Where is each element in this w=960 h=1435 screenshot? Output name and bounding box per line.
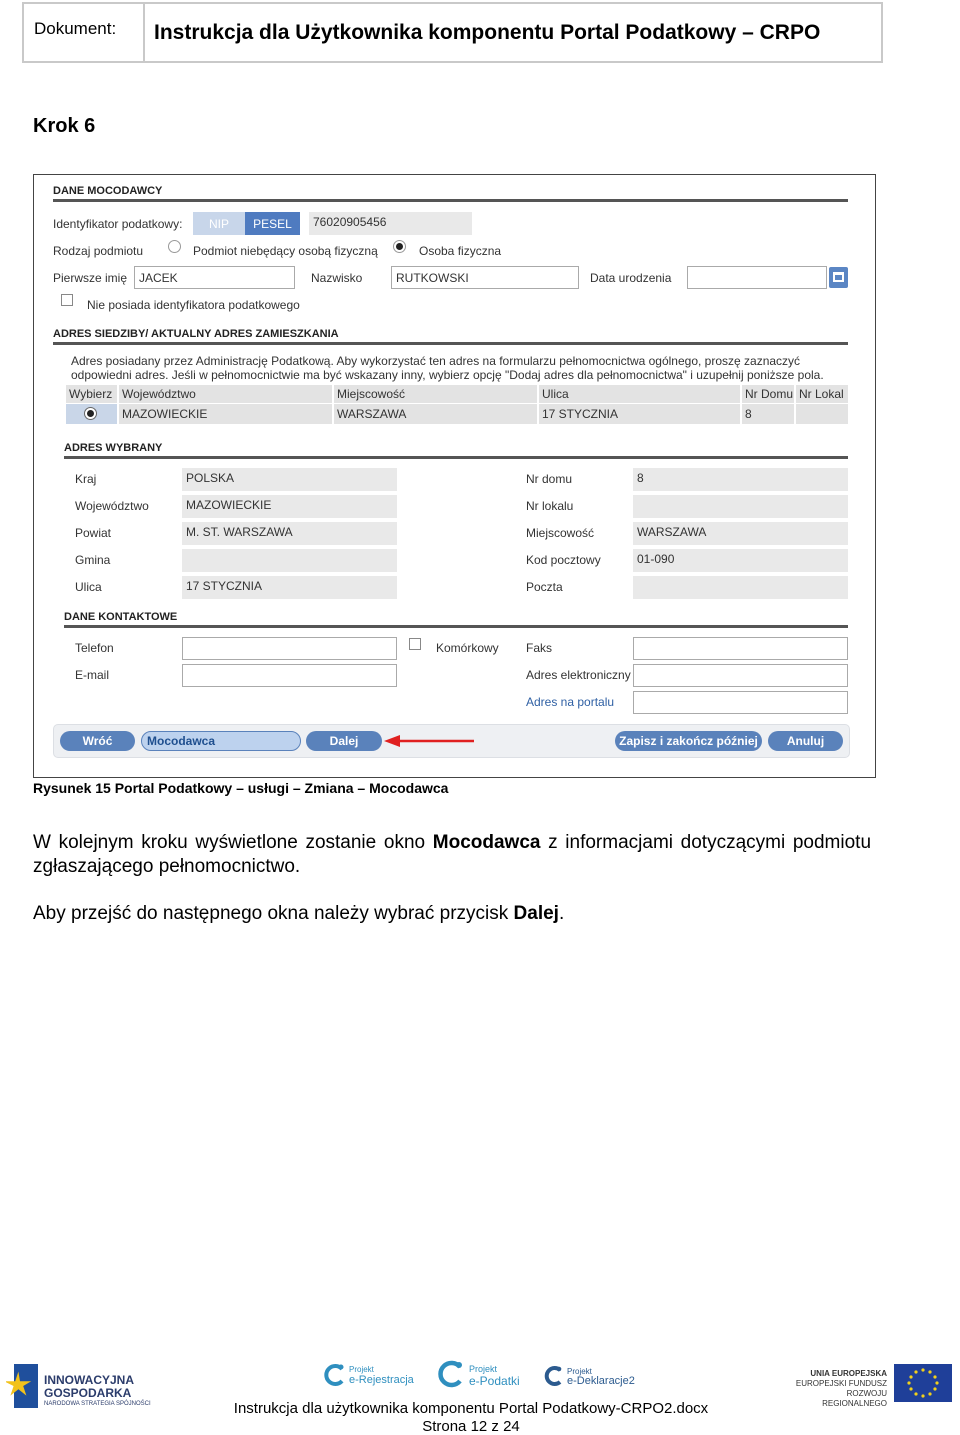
- body-paragraph-1: [33, 831, 871, 879]
- field-postal-code: 01-090: [633, 549, 848, 572]
- logo-text: e-Podatki: [469, 1374, 520, 1388]
- field-label-city: Miejscowość: [526, 526, 595, 540]
- fax-label: Faks: [526, 641, 553, 655]
- radio-natural-person-label: Osoba fizyczna: [419, 244, 502, 258]
- section-divider: [64, 456, 848, 459]
- field-label-commune: Gmina: [75, 553, 111, 567]
- section-title-principal: DANE MOCODAWCY: [53, 185, 163, 197]
- logo-text: e-Rejestracja: [349, 1374, 414, 1386]
- field-commune: [182, 549, 397, 572]
- logo-text: EUROPEJSKI FUNDUSZ: [795, 1379, 887, 1388]
- section-title-selected-address: ADRES WYBRANY: [64, 442, 163, 454]
- logo-text: Projekt: [469, 1364, 498, 1374]
- project-e-podatki-logo: [437, 1360, 529, 1390]
- paragraph-bold-text: Mocodawca: [432, 832, 541, 853]
- phone-field[interactable]: [182, 637, 397, 660]
- step-heading: Krok 6: [33, 115, 96, 137]
- project-e-rejestracja-logo: [322, 1362, 414, 1390]
- surname-label: Nazwisko: [311, 271, 363, 285]
- pesel-toggle[interactable]: PESEL: [245, 212, 300, 235]
- address-info-line-1: Adres posiadany przez Administrację Podatkową. Aby wykorzystać ten adres na formularzu pełnomocnictwa ogólnego, proszę zaznaczyć: [71, 354, 801, 368]
- calendar-icon[interactable]: [829, 267, 848, 288]
- nip-toggle[interactable]: NIP: [193, 212, 245, 235]
- field-label-street: Ulica: [75, 580, 102, 594]
- radio-natural-person[interactable]: [393, 240, 406, 253]
- field-label-country: Kraj: [75, 472, 97, 486]
- field-street: 17 STYCZNIA: [182, 576, 397, 599]
- field-country: POLSKA: [182, 468, 397, 491]
- mobile-checkbox[interactable]: [409, 638, 421, 650]
- section-title-contact: DANE KONTAKTOWE: [64, 611, 178, 623]
- field-label-flat-no: Nr lokalu: [526, 499, 574, 513]
- paragraph-text: .: [558, 903, 565, 924]
- cell-flat-no: [796, 404, 848, 424]
- electronic-address-field[interactable]: [633, 664, 848, 687]
- field-post-office: [633, 576, 848, 599]
- taxid-label: Identyfikator podatkowy:: [53, 217, 183, 231]
- european-union-logo: [785, 1363, 953, 1408]
- section-divider: [53, 199, 848, 202]
- section-title-registered-address: ADRES SIEDZIBY/ AKTUALNY ADRES ZAMIESZKANIA: [53, 328, 339, 340]
- section-divider: [53, 342, 848, 345]
- screenshot-figure: [33, 174, 876, 778]
- field-label-voivodeship: Województwo: [75, 499, 149, 513]
- logo-text: NARODOWA STRATEGIA SPÓJNOŚCI: [44, 1401, 151, 1407]
- mobile-label: Komórkowy: [436, 641, 499, 655]
- field-label-postal-code: Kod pocztowy: [526, 553, 601, 567]
- logo-text: Projekt: [349, 1365, 374, 1374]
- table-row-select-cell[interactable]: [66, 404, 117, 424]
- col-header-city: Miejscowość: [334, 385, 537, 403]
- paragraph-bold-text: Dalej: [513, 903, 559, 924]
- first-name-field[interactable]: JACEK: [134, 266, 295, 289]
- electronic-address-label: Adres elektroniczny: [526, 668, 631, 682]
- red-arrow-annotation: [384, 734, 476, 748]
- portal-address-field[interactable]: [633, 691, 848, 714]
- cell-street: 17 STYCZNIA: [539, 404, 740, 424]
- no-taxid-label: Nie posiada identyfikatora podatkowego: [87, 298, 300, 312]
- radio-legal-entity-label: Podmiot niebędący osobą fizyczną: [193, 244, 378, 258]
- radio-legal-entity[interactable]: [168, 240, 181, 253]
- field-county: M. ST. WARSZAWA: [182, 522, 397, 545]
- col-header-street: Ulica: [539, 385, 740, 403]
- email-field[interactable]: [182, 664, 397, 687]
- no-taxid-checkbox[interactable]: [61, 294, 73, 306]
- logo-text: Projekt: [567, 1367, 592, 1376]
- field-label-house-no: Nr domu: [526, 472, 573, 486]
- logo-text: UNIA EUROPEJSKA: [810, 1369, 887, 1378]
- paragraph-text: z informacjami dotyczącymi podmiotu zgłaszającego pełnomocnictwo.: [33, 832, 872, 877]
- paragraph-text: Aby przejść do następnego okna należy wybrać przycisk: [33, 903, 514, 924]
- field-flat-no: [633, 495, 848, 518]
- project-logo-icon: [322, 1363, 346, 1387]
- document-header: [22, 2, 883, 63]
- cancel-button[interactable]: Anuluj: [768, 731, 843, 751]
- first-name-label: Pierwsze imię: [53, 271, 128, 285]
- cell-house-no: 8: [742, 404, 794, 424]
- body-paragraph-2: [33, 902, 564, 926]
- document-title: Instrukcja dla Użytkownika komponentu Portal Podatkowy – CRPO: [154, 21, 821, 44]
- next-button[interactable]: Dalej: [306, 731, 382, 751]
- back-button[interactable]: Wróć: [60, 731, 135, 751]
- footer-document-name: Instrukcja dla użytkownika komponentu Portal Podatkowy-CRPO2.docx: [233, 1400, 709, 1417]
- step-indicator-current: Mocodawca: [141, 731, 301, 751]
- phone-label: Telefon: [75, 641, 114, 655]
- save-and-finish-later-button[interactable]: Zapisz i zakończ później: [615, 731, 762, 751]
- address-info-line-2: odpowiedni adres. Jeśli w pełnomocnictwie ma być wskazany inny, wybierz opcję "Dodaj adres dla pełnomocnictwa" i uzupełnij poniższe pola.: [71, 368, 824, 382]
- email-label: E-mail: [75, 668, 110, 682]
- col-header-voivodeship: Województwo: [119, 385, 332, 403]
- col-header-select: Wybierz: [66, 385, 117, 403]
- eu-flag-icon: [894, 1364, 952, 1402]
- surname-field[interactable]: RUTKOWSKI: [391, 266, 579, 289]
- birth-date-field[interactable]: [687, 266, 827, 289]
- address-select-radio[interactable]: [84, 407, 97, 420]
- field-city: WARSZAWA: [633, 522, 848, 545]
- paragraph-text: W kolejnym kroku wyświetlone zostanie okno: [33, 832, 433, 853]
- logo-text: GOSPODARKA: [44, 1386, 132, 1400]
- field-label-post-office: Poczta: [526, 580, 563, 594]
- birth-date-label: Data urodzenia: [590, 271, 672, 285]
- portal-address-link[interactable]: Adres na portalu: [526, 695, 615, 709]
- fax-field[interactable]: [633, 637, 848, 660]
- field-house-no: 8: [633, 468, 848, 491]
- logo-text: ROZWOJU REGIONALNEGO: [822, 1389, 887, 1408]
- logo-text: e-Deklaracje2: [567, 1375, 635, 1387]
- logo-text: INNOWACYJNA: [44, 1373, 135, 1387]
- project-e-deklaracje2-logo: [542, 1364, 634, 1390]
- entity-type-label: Rodzaj podmiotu: [53, 244, 144, 258]
- document-label: Dokument:: [24, 4, 145, 61]
- project-logo-icon: [437, 1360, 465, 1388]
- cell-city: WARSZAWA: [334, 404, 537, 424]
- section-divider: [64, 625, 848, 628]
- field-label-county: Powiat: [75, 526, 112, 540]
- col-header-house-no: Nr Domu: [742, 385, 794, 403]
- cell-voivodeship: MAZOWIECKIE: [119, 404, 332, 424]
- footer-page-number: Strona 12 z 24: [422, 1418, 520, 1435]
- field-voivodeship: MAZOWIECKIE: [182, 495, 397, 518]
- col-header-flat-no: Nr Lokal: [796, 385, 848, 403]
- figure-caption: Rysunek 15 Portal Podatkowy – usługi – Zmiana – Mocodawca: [33, 780, 449, 796]
- project-logo-icon: [542, 1365, 564, 1387]
- taxid-field[interactable]: 76020905456: [309, 212, 472, 235]
